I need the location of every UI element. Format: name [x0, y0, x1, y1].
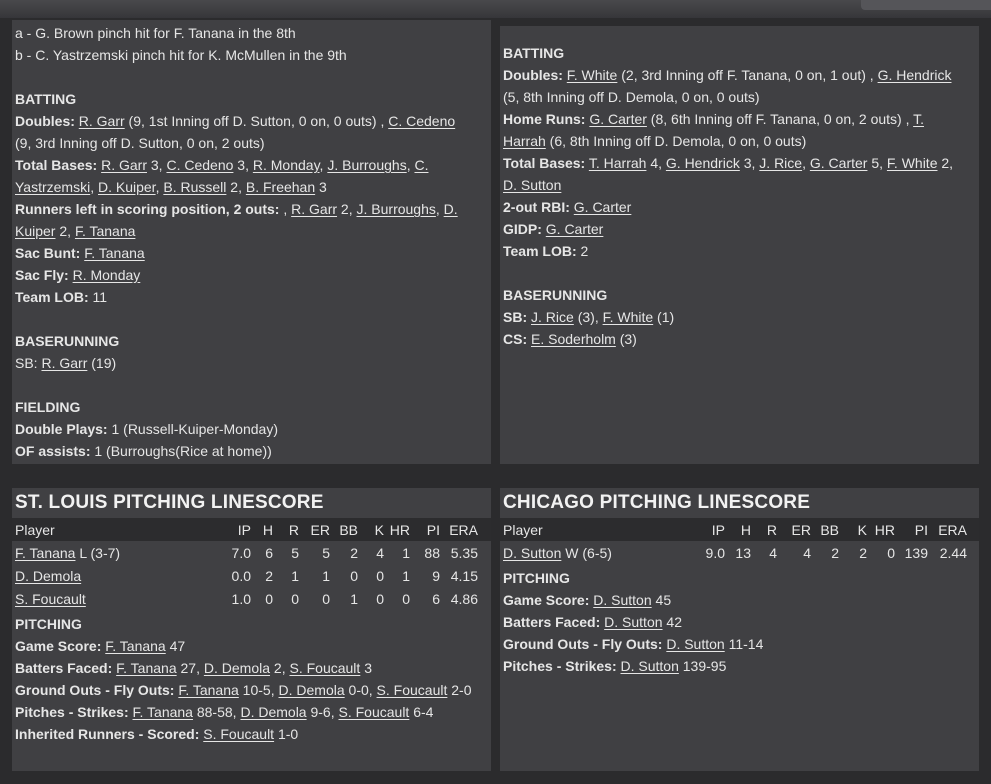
- home-runs-line: Home Runs: G. Carter (8, 6th Inning off F. Tanana, 0 on, 2 outs) , T.: [503, 111, 924, 127]
- game-score-label: Game Score:: [503, 592, 590, 608]
- player-link[interactable]: F. Tanana: [116, 660, 177, 676]
- of-assists-label: OF assists:: [15, 443, 91, 459]
- sb-label: SB:: [503, 309, 528, 325]
- player-link[interactable]: G. Carter: [809, 155, 868, 171]
- player-link[interactable]: G. Hendrick: [665, 155, 740, 171]
- total-bases-line-2: [503, 174, 976, 196]
- rlisp-label: Runners left in scoring position, 2 outs:: [15, 201, 280, 217]
- player-link[interactable]: T.: [913, 111, 924, 127]
- rbi2-line: [503, 196, 976, 218]
- inherited-runners-line: Inherited Runners - Scored: S. Foucault 1-0: [15, 726, 299, 742]
- game-score-line: Game Score: D. Sutton 45: [503, 592, 672, 608]
- rbi2-label: 2-out RBI:: [503, 199, 570, 215]
- player-link[interactable]: F. Tanana: [178, 682, 239, 698]
- player-link[interactable]: C.: [414, 157, 429, 173]
- player-link[interactable]: T. Harrah: [588, 155, 647, 171]
- total-bases-label: Total Bases:: [503, 155, 586, 171]
- team-lob-line: Team LOB: 11: [15, 289, 108, 305]
- gidp-label: GIDP:: [503, 221, 542, 237]
- player-link[interactable]: D. Sutton: [503, 177, 562, 193]
- player-link[interactable]: F. Tanana: [132, 704, 193, 720]
- baserunning-heading: BASERUNNING: [503, 287, 608, 303]
- player-link[interactable]: D. Sutton: [503, 544, 562, 561]
- game-score-line: Game Score: F. Tanana 47: [15, 638, 186, 654]
- doubles-line-2: (5, 8th Inning off D. Demola, 0 on, 0 outs): [503, 89, 760, 105]
- player-link[interactable]: Kuiper: [15, 223, 56, 239]
- team-lob-label: Team LOB:: [15, 289, 89, 305]
- player-link[interactable]: R. Garr: [78, 113, 125, 129]
- player-link[interactable]: F. Tanana: [15, 544, 76, 561]
- rlisp-line-2: Kuiper 2, F. Tanana: [15, 223, 136, 239]
- player-link[interactable]: D. Sutton: [604, 614, 663, 630]
- team-lob-line: Team LOB: 2: [503, 243, 589, 259]
- table-row: D. Demola 0.0 2 1 1 0 0 1 9 4.15: [15, 567, 478, 584]
- gidp-line: [503, 218, 976, 240]
- batting-heading: BATTING: [15, 91, 77, 107]
- stl-pitching-panel: [12, 488, 491, 771]
- of-assists-line: OF assists: 1 (Burroughs(Rice at home)): [15, 443, 272, 459]
- doubles-line: Doubles: F. White (2, 3rd Inning off F. Tanana, 0 on, 1 out) , G. Hendrick: [503, 67, 952, 83]
- home-runs-line-2: Harrah (6, 8th Inning off D. Demola, 0 on, 0 outs): [503, 133, 807, 149]
- player-link[interactable]: J. Burroughs: [327, 157, 407, 173]
- sac-fly-line: [15, 264, 488, 286]
- fielding-heading: FIELDING: [15, 399, 81, 415]
- pinch-note-a: a - G. Brown pinch hit for F. Tanana in the 8th: [15, 25, 296, 41]
- player-link[interactable]: F. White: [886, 155, 938, 171]
- stl-pitching-table: [12, 518, 491, 610]
- go-fo-label: Ground Outs - Fly Outs:: [503, 636, 663, 652]
- pitches-strikes-label: Pitches - Strikes:: [15, 704, 129, 720]
- sb-line: SB: J. Rice (3), F. White (1): [503, 309, 675, 325]
- player-link[interactable]: J. Burroughs: [356, 201, 436, 217]
- pitches-strikes-line: Pitches - Strikes: D. Sutton 139-95: [503, 658, 727, 674]
- chi-pitching-title: CHICAGO PITCHING LINESCORE: [503, 492, 811, 513]
- doubles-line-2: (9, 3rd Inning off D. Sutton, 0 on, 2 outs): [15, 135, 265, 151]
- pitches-strikes-line: Pitches - Strikes: F. Tanana 88-58, D. Demola 9-6, S. Foucault 6-4: [15, 704, 434, 720]
- player-link[interactable]: D. Demola: [240, 704, 307, 720]
- player-link[interactable]: E. Soderholm: [531, 331, 616, 347]
- sb-label: SB:: [15, 355, 38, 371]
- player-link[interactable]: F. White: [566, 67, 618, 83]
- player-link[interactable]: B. Freehan: [245, 179, 316, 195]
- sac-bunt-line: [15, 242, 488, 264]
- player-link[interactable]: S. Foucault: [376, 682, 448, 698]
- doubles-label: Doubles:: [503, 67, 563, 83]
- table-row: D. Sutton W (6-5) 9.0 13 4 4 2 2 0 139 2.44: [503, 544, 967, 561]
- player-link[interactable]: D. Sutton: [666, 636, 725, 652]
- chi-pitching-table: [500, 518, 979, 564]
- chi-batting-panel: [500, 26, 979, 464]
- player-link[interactable]: G. Carter: [545, 221, 604, 237]
- doubles-label: Doubles:: [15, 113, 75, 129]
- player-link[interactable]: S. Foucault: [338, 704, 410, 720]
- player-link[interactable]: F. Tanana: [84, 245, 145, 261]
- player-link[interactable]: R. Garr: [101, 157, 147, 173]
- inherited-runners-label: Inherited Runners - Scored:: [15, 726, 200, 742]
- player-link[interactable]: R. Monday: [72, 267, 141, 283]
- player-link[interactable]: J. Rice: [531, 309, 574, 325]
- go-fo-label: Ground Outs - Fly Outs:: [15, 682, 175, 698]
- player-link[interactable]: B. Russell: [163, 179, 227, 195]
- batters-faced-line: Batters Faced: F. Tanana 27, D. Demola 2, S. Foucault 3: [15, 660, 372, 676]
- doubles-line: Doubles: R. Garr (9, 1st Inning off D. Sutton, 0 on, 0 outs) , C. Cedeno: [15, 113, 456, 129]
- pitches-strikes-label: Pitches - Strikes:: [503, 658, 617, 674]
- sac-bunt-label: Sac Bunt:: [15, 245, 81, 261]
- team-lob-label: Team LOB:: [503, 243, 577, 259]
- batters-faced-label: Batters Faced:: [503, 614, 601, 630]
- cs-label: CS:: [503, 331, 528, 347]
- cs-line: CS: E. Soderholm (3): [503, 331, 637, 347]
- player-link[interactable]: F. Tanana: [74, 223, 136, 239]
- chi-pitching-panel: [500, 488, 979, 771]
- player-link[interactable]: C. Cedeno: [388, 113, 456, 129]
- player-link[interactable]: G. Carter: [589, 111, 647, 127]
- player-link[interactable]: D. Kuiper: [97, 179, 156, 195]
- player-link[interactable]: D. Demola: [203, 660, 271, 676]
- player-link[interactable]: J. Rice: [759, 155, 803, 171]
- player-link[interactable]: D.: [443, 201, 458, 217]
- total-bases-line-2: Yastrzemski, D. Kuiper, B. Russell 2, B. Freehan 3: [15, 179, 327, 195]
- pitching-heading: PITCHING: [503, 570, 570, 586]
- player-link[interactable]: S. Foucault: [289, 660, 361, 676]
- player-link[interactable]: F. Tanana: [105, 638, 166, 654]
- player-link[interactable]: D. Demola: [278, 682, 345, 698]
- player-link[interactable]: R. Monday: [252, 157, 320, 173]
- player-link[interactable]: G. Hendrick: [877, 67, 952, 83]
- player-link[interactable]: D. Demola: [15, 567, 82, 584]
- pitching-heading: PITCHING: [15, 616, 82, 632]
- col-player: Player: [15, 521, 55, 538]
- pinch-note-b: b - C. Yastrzemski pinch hit for K. McMullen in the 9th: [15, 47, 347, 63]
- double-plays-line: Double Plays: 1 (Russell-Kuiper-Monday): [15, 421, 278, 437]
- top-bar: [0, 0, 991, 18]
- batting-heading: BATTING: [503, 45, 565, 61]
- player-link[interactable]: R. Garr: [41, 355, 88, 371]
- go-fo-line: Ground Outs - Fly Outs: D. Sutton 11-14: [503, 636, 764, 652]
- game-score-label: Game Score:: [15, 638, 102, 654]
- player-link[interactable]: C. Cedeno: [166, 157, 234, 173]
- player-link[interactable]: F. White: [602, 309, 654, 325]
- table-header: Player IP H R ER BB K HR PI ERA: [12, 518, 491, 541]
- baserunning-heading: BASERUNNING: [15, 333, 120, 349]
- player-link[interactable]: D. Sutton: [620, 658, 679, 674]
- total-bases-line: Total Bases: T. Harrah 4, G. Hendrick 3, J. Rice, G. Carter 5, F. White 2,: [503, 155, 954, 171]
- table-header: Player IP H R ER BB K HR PI ERA: [500, 518, 979, 541]
- player-link[interactable]: Harrah: [503, 133, 546, 149]
- sac-fly-label: Sac Fly:: [15, 267, 69, 283]
- player-link[interactable]: Yastrzemski: [15, 179, 91, 195]
- batters-faced-line: Batters Faced: D. Sutton 42: [503, 614, 682, 630]
- go-fo-line: Ground Outs - Fly Outs: F. Tanana 10-5, D. Demola 0-0, S. Foucault 2-0: [15, 682, 472, 698]
- stl-batting-panel: [12, 20, 491, 464]
- home-runs-label: Home Runs:: [503, 111, 586, 127]
- player-link[interactable]: S. Foucault: [203, 726, 275, 742]
- rlisp-line: Runners left in scoring position, 2 outs: , R. Garr 2, J. Burroughs, D.: [15, 201, 458, 217]
- double-plays-label: Double Plays:: [15, 421, 108, 437]
- player-link[interactable]: D. Sutton: [593, 592, 652, 608]
- player-link[interactable]: S. Foucault: [15, 590, 86, 607]
- player-link[interactable]: G. Carter: [573, 199, 632, 215]
- player-link[interactable]: R. Garr: [291, 201, 338, 217]
- table-row: F. Tanana L (3-7) 7.0 6 5 5 2 4 1 88 5.35: [15, 544, 478, 561]
- batters-faced-label: Batters Faced:: [15, 660, 113, 676]
- top-right-button[interactable]: [861, 0, 991, 10]
- total-bases-line: Total Bases: R. Garr 3, C. Cedeno 3, R. Monday, J. Burroughs, C.: [15, 157, 429, 173]
- sb-line: SB: R. Garr (19): [15, 355, 117, 371]
- table-row: S. Foucault 1.0 0 0 0 1 0 0 6 4.86: [15, 590, 478, 607]
- stl-pitching-title: ST. LOUIS PITCHING LINESCORE: [15, 492, 324, 513]
- col-player: Player: [503, 521, 543, 538]
- total-bases-label: Total Bases:: [15, 157, 98, 173]
